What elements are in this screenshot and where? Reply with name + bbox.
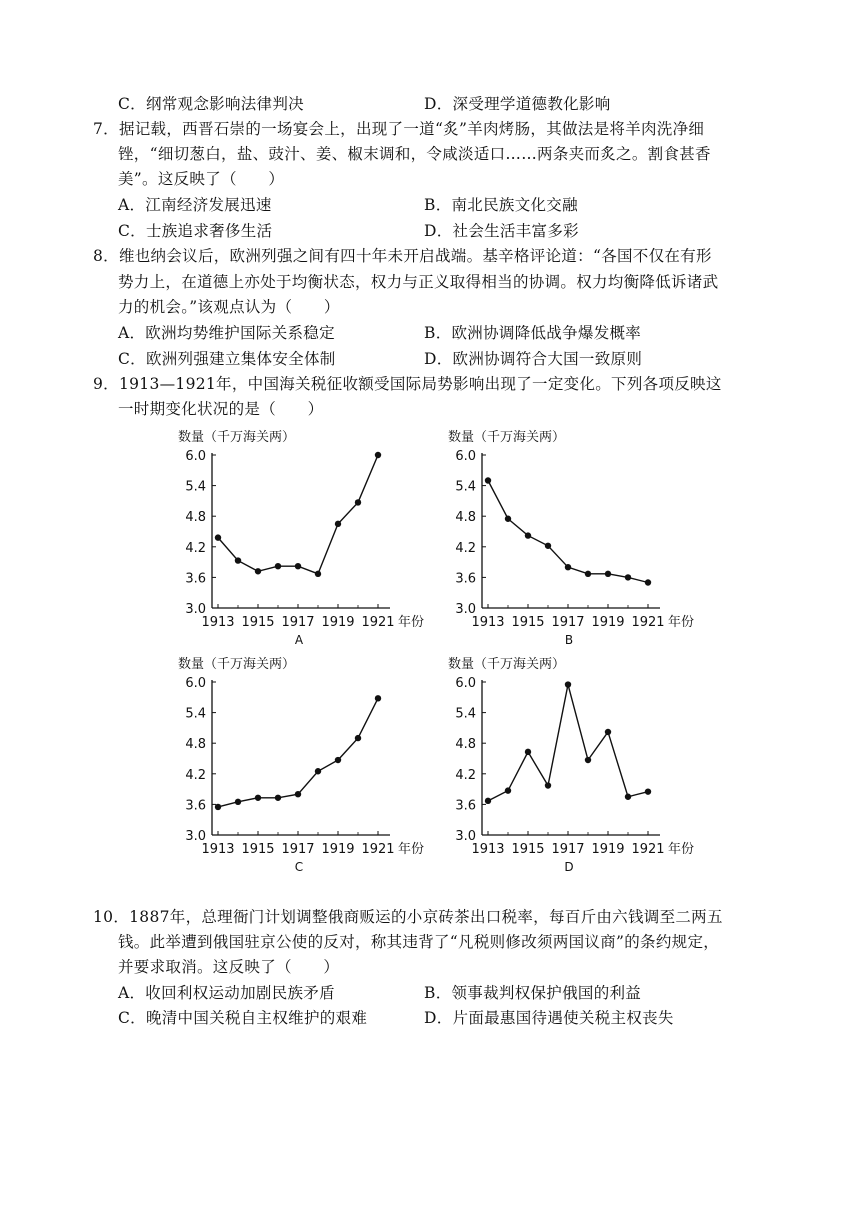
x-tick-label: 1915 [241,615,275,630]
y-tick-label: 5.4 [185,706,206,722]
data-point [605,729,611,735]
y-tick-label: 3.0 [185,829,206,844]
q10-option-b[interactable]: B．领事裁判权保护俄国的利益 [424,984,642,1002]
q7-option-b[interactable]: B．南北民族文化交融 [424,196,578,214]
y-tick-label: 4.2 [455,540,476,556]
x-axis-title: 年份 [668,842,695,857]
data-point [505,516,511,522]
data-point [625,574,631,580]
q8-option-c[interactable]: C．欧洲列强建立集体安全体制 [118,350,336,368]
x-axis-title: 年份 [398,615,425,630]
q9-stem-line-2: 一时期变化状况的是（ ） [118,400,324,418]
y-tick-label: 4.8 [185,737,206,753]
q10-stem-line-2: 钱。此举遭到俄国驻京公使的反对，称其违背了“凡税则修改须两国议商”的条约规定， [118,933,720,951]
data-point [315,571,321,577]
data-point [485,798,491,804]
y-tick-label: 4.8 [455,510,476,526]
y-axis-title: 数量（千万海关两） [178,430,296,445]
data-point [295,791,301,797]
chart-caption: B [564,633,574,647]
q8-option-b[interactable]: B．欧洲协调降低战争爆发概率 [424,324,642,342]
q10-option-d[interactable]: D．片面最惠国待遇使关税主权丧失 [424,1009,674,1027]
q6-option-d[interactable]: D．深受理学道德教化影响 [424,95,611,113]
y-tick-label: 4.2 [185,767,206,783]
chart-option-a[interactable] [160,425,430,654]
data-point [545,543,551,549]
y-tick-label: 3.0 [455,602,476,617]
x-tick-label: 1921 [631,842,665,857]
y-tick-label: 6.0 [185,449,206,464]
data-point [215,534,221,540]
data-point [235,557,241,563]
chart-caption: C [294,860,304,874]
y-axis-title: 数量（千万海关两） [448,430,566,445]
x-tick-label: 1917 [281,615,315,630]
data-point [275,563,281,569]
data-point [375,452,381,458]
data-point [625,794,631,800]
y-tick-label: 3.6 [185,571,206,587]
data-point [355,499,361,505]
x-tick-label: 1919 [321,842,355,857]
x-tick-label: 1919 [591,615,625,630]
x-tick-label: 1921 [361,615,395,630]
y-tick-label: 5.4 [455,479,476,495]
x-tick-label: 1913 [471,842,505,857]
data-point [215,804,221,810]
series-line [218,455,378,574]
x-tick-label: 1913 [201,615,235,630]
y-axis-title: 数量（千万海关两） [448,657,566,672]
x-tick-label: 1921 [631,615,665,630]
q7-option-a[interactable]: A．江南经济发展迅速 [118,196,272,214]
q8-stem-line-2: 势力上，在道德上亦处于均衡状态，权力与正义取得相当的协调。权力均衡降低诉诸武 [118,273,719,291]
data-point [335,757,341,763]
series-line [218,698,378,807]
data-point [235,799,241,805]
data-point [255,795,261,801]
x-tick-label: 1913 [201,842,235,857]
data-point [275,795,281,801]
y-tick-label: 6.0 [455,676,476,691]
q8-option-d[interactable]: D．欧洲协调符合大国一致原则 [424,350,643,368]
x-axis-title: 年份 [398,842,425,857]
x-tick-label: 1917 [551,615,585,630]
series-line [488,685,648,801]
data-point [645,788,651,794]
x-tick-label: 1917 [551,842,585,857]
q10-option-c[interactable]: C．晚清中国关税自主权维护的艰难 [118,1009,368,1027]
data-point [565,681,571,687]
q7-option-c[interactable]: C．士族追求奢侈生活 [118,222,273,240]
data-point [505,787,511,793]
q10-option-a[interactable]: A．收回利权运动加剧民族矛盾 [118,984,335,1002]
y-tick-label: 3.0 [455,829,476,844]
y-tick-label: 3.0 [185,602,206,617]
data-point [565,564,571,570]
data-point [315,768,321,774]
q8-stem-line-3: 力的机会。”该观点认为（ ） [118,298,340,316]
y-tick-label: 3.6 [455,798,476,814]
line-chart [430,652,700,877]
data-point [295,563,301,569]
line-chart [160,652,430,877]
data-point [645,579,651,585]
q9-stem-line-1: 9．1913—1921年，中国海关税征收额受国际局势影响出现了一定变化。下列各项反映这 [93,375,722,393]
q10-stem-line-3: 并要求取消。这反映了（ ） [118,958,340,976]
chart-option-c[interactable] [160,652,430,881]
x-tick-label: 1921 [361,842,395,857]
y-tick-label: 4.8 [185,510,206,526]
q8-stem-line-1: 8．维也纳会议后，欧洲列强之间有四十年未开启战端。基辛格评论道：“各国不仅在有形 [93,247,712,265]
y-tick-label: 3.6 [455,571,476,587]
x-tick-label: 1919 [321,615,355,630]
x-tick-label: 1913 [471,615,505,630]
data-point [605,571,611,577]
data-point [485,477,491,483]
y-tick-label: 5.4 [455,706,476,722]
chart-caption: D [564,860,574,874]
data-point [585,571,591,577]
chart-option-b[interactable] [430,425,700,654]
q10-stem-line-1: 10．1887年，总理衙门计划调整俄商贩运的小京砖茶出口税率，每百斤由六钱调至二两五 [93,908,723,926]
q6-option-c[interactable]: C．纲常观念影响法律判决 [118,95,304,113]
q7-stem-line-3: 美”。这反映了（ ） [118,170,285,188]
x-tick-label: 1917 [281,842,315,857]
y-tick-label: 6.0 [455,449,476,464]
data-point [355,735,361,741]
data-point [545,782,551,788]
data-point [525,749,531,755]
x-tick-label: 1919 [591,842,625,857]
y-tick-label: 6.0 [185,676,206,691]
y-tick-label: 3.6 [185,798,206,814]
y-tick-label: 4.2 [455,767,476,783]
y-tick-label: 5.4 [185,479,206,495]
y-axis-title: 数量（千万海关两） [178,657,296,672]
data-point [335,521,341,527]
data-point [585,757,591,763]
x-tick-label: 1915 [511,842,545,857]
chart-option-d[interactable] [430,652,700,881]
x-tick-label: 1915 [511,615,545,630]
q7-option-d[interactable]: D．社会生活丰富多彩 [424,222,579,240]
q8-option-a[interactable]: A．欧洲均势维护国际关系稳定 [118,324,335,342]
x-tick-label: 1915 [241,842,275,857]
line-chart [160,425,430,650]
line-chart [430,425,700,650]
x-axis-title: 年份 [668,615,695,630]
q7-stem-line-1: 7．据记载，西晋石崇的一场宴会上，出现了一道“炙”羊肉烤肠，其做法是将羊肉洗净细 [93,120,705,138]
q7-stem-line-2: 锉，“细切葱白，盐、豉汁、姜、椒末调和，令咸淡适口……两条夹而炙之。割食甚香 [118,145,711,163]
data-point [375,695,381,701]
chart-caption: A [294,633,304,647]
y-tick-label: 4.8 [455,737,476,753]
data-point [255,568,261,574]
data-point [525,532,531,538]
y-tick-label: 4.2 [185,540,206,556]
